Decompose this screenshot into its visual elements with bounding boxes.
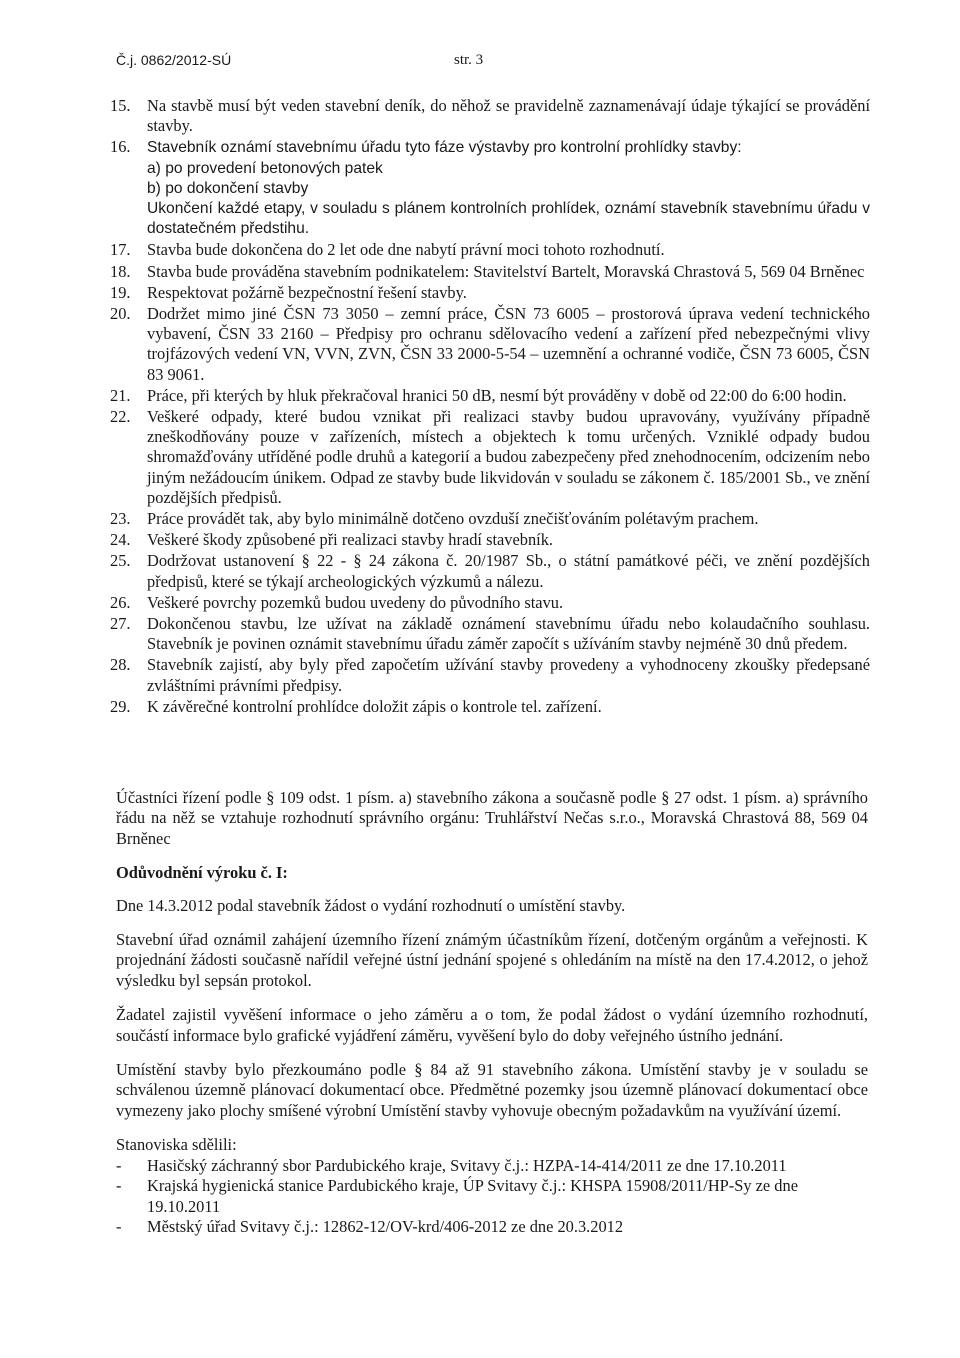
item-text: Stavba bude prováděna stavebním podnikatelem: Stavitelství Bartelt, Moravská Chrastová 5, 569 04 Brněnec [147, 261, 865, 281]
opinions-label: Stanoviska sdělili: [116, 1135, 237, 1155]
item-text: Stavebník oznámí stavebnímu úřadu tyto fáze výstavby pro kontrolní prohlídky stavby: [147, 139, 742, 157]
list-item [110, 551, 870, 591]
dash-marker: - [116, 1176, 122, 1196]
paragraph: Umístění stavby bylo přezkoumáno podle § 84 až 91 stavebního zákona. Umístění stavby je v souladu se schválenou územně plánovací dokumentací obce. Předmětné pozemky jsou územně plánovací dokumentací obce vymezeny jako plochy smíšené výrobní Umístění stavby vyhovuje obecným požadavkům na využívání území. [116, 1060, 868, 1120]
list-item [110, 304, 870, 385]
list-item [110, 137, 870, 239]
paragraph: Dne 14.3.2012 podal stavebník žádost o vydání rozhodnutí o umístění stavby. [116, 895, 626, 915]
opinion-text: Hasičský záchranný sbor Pardubického kraje, Svitavy č.j.: HZPA-14-414/2011 ze dne 17.10.2011 [147, 1155, 787, 1175]
item-number: 20. [110, 304, 131, 324]
item-text: K závěrečné kontrolní prohlídce doložit zápis o kontrole tel. zařízení. [147, 696, 602, 716]
list-item [110, 96, 870, 136]
item-number: 22. [110, 407, 131, 427]
item-text: Na stavbě musí být veden stavební deník, do něhož se pravidelně zaznamenávají údaje týkající se provádění stavby. [147, 96, 870, 136]
item-text: Práce, při kterých by hluk překračoval hranici 50 dB, nesmí být prováděny v době od 22:00 do 6:00 hodin. [147, 385, 847, 405]
item-text: Respektovat požárně bezpečnostní řešení stavby. [147, 282, 467, 302]
item-text: Veškeré odpady, které budou vznikat při realizaci stavby budou upravovány, využívány případně zneškodňovány pouze v zařízeních, místech a objektech k tomu určených. Vzniklé odpady budou shromažďovány utříděné podle druhů a kategorií a budou zabezpečeny před znehodnocením, odcizením nebo jiným nežádoucím únikem. Odpad ze stavby bude likvidován v souladu se zákonem č. 185/2001 Sb., ve znění pozdějších předpisů. [147, 407, 870, 507]
opinion-item [116, 1156, 868, 1176]
opinion-item [116, 1217, 868, 1237]
item-number: 27. [110, 614, 131, 634]
dash-marker: - [116, 1216, 122, 1236]
dash-marker: - [116, 1155, 122, 1175]
list-item [110, 614, 870, 654]
main-text [116, 788, 868, 1237]
page-number: str. 3 [454, 52, 484, 68]
item-text: Veškeré povrchy pozemků budou uvedeny do původního stavu. [147, 592, 564, 612]
item-number: 16. [110, 137, 131, 157]
sub-item: b) po dokončení stavby [147, 179, 309, 197]
paragraph: Stavební úřad oznámil zahájení územního řízení známým účastníkům řízení, dotčeným orgánům a veřejnosti. K projednání žádosti současně nařídil veřejné ústní jednání spojené s ohledáním na místě na den 17.4.2012, o jehož výsledku byl sepsán protokol. [116, 930, 868, 990]
list-item [110, 697, 870, 717]
item-number: 23. [110, 509, 131, 529]
item-text: Stavebník zajistí, aby byly před započetím užívání stavby provedeny a vyhodnoceny zkoušky předepsané zvláštními právními předpisy. [147, 655, 870, 695]
list-item [110, 407, 870, 508]
item-number: 25. [110, 551, 131, 571]
paragraph: Žadatel zajistil vyvěšení informace o jeho záměru a o tom, že podal žádost o vydání územního rozhodnutí, součástí informace bylo grafické vyjádření záměru, vyvěšení bylo do doby veřejného ústního jednání. [116, 1005, 868, 1045]
item-text: Dodržet mimo jiné ČSN 73 3050 – zemní práce, ČSN 73 6005 – prostorová úprava vedení technického vybavení, ČSN 33 2160 – Předpisy pro ochranu sdělovacího vedení a zařízení před nebezpečnými vlivy trojfázových vedení VN, VVN, ZVN, ČSN 33 2000-5-54 – uzemnění a ochranné vodiče, ČSN 73 6005, ČSN 83 9061. [147, 304, 870, 384]
item-number: 17. [110, 240, 131, 260]
list-item [110, 509, 870, 529]
item-number: 24. [110, 530, 131, 550]
list-item [110, 530, 870, 550]
item-number: 29. [110, 696, 131, 716]
item-number: 28. [110, 655, 131, 675]
item-number: 21. [110, 385, 131, 405]
section-heading: Odůvodnění výroku č. I: [116, 863, 288, 883]
list-item [110, 283, 870, 303]
item-text: Stavba bude dokončena do 2 let ode dne nabytí právní moci tohoto rozhodnutí. [147, 240, 665, 260]
opinion-item [116, 1176, 868, 1217]
list-item [110, 240, 870, 260]
sub-item: Ukončení každé etapy, v souladu s plánem kontrolních prohlídek, oznámí stavebník stavebnímu úřadu v dostatečném předstihu. [147, 200, 870, 238]
conditions-list [110, 96, 870, 718]
opinion-text: Krajská hygienická stanice Pardubického kraje, ÚP Svitavy č.j.: KHSPA 15908/2011/HP-Sy ze dne 19.10.2011 [147, 1176, 798, 1216]
list-item [110, 655, 870, 695]
reference-number: Č.j. 0862/2012-SÚ [116, 52, 232, 68]
participants-paragraph: Účastníci řízení podle § 109 odst. 1 písm. a) stavebního zákona a současně podle § 27 odst. 1 písm. a) správního řádu na něž se vztahuje rozhodnutí správního orgánu: Truhlářství Nečas s.r.o., Moravská Chrastová 88, 569 04 Brněnec [116, 788, 868, 848]
item-number: 19. [110, 282, 131, 302]
opinion-text: Městský úřad Svitavy č.j.: 12862-12/OV-krd/406-2012 ze dne 20.3.2012 [147, 1216, 624, 1236]
item-number: 26. [110, 592, 131, 612]
item-text: Dokončenou stavbu, lze užívat na základě oznámení stavebnímu úřadu nebo kolaudačního souhlasu. Stavebník je povinen oznámit stavebnímu úřadu záměr započít s užíváním stavby nejméně 30 dnů předem. [147, 614, 870, 654]
item-text: Dodržovat ustanovení § 22 - § 24 zákona č. 20/1987 Sb., o státní památkové péči, ve znění pozdějších předpisů, které se týkají archeologických výzkumů a nálezu. [147, 551, 870, 591]
item-number: 18. [110, 261, 131, 281]
list-item [110, 386, 870, 406]
item-number: 15. [110, 96, 131, 115]
list-item [110, 262, 870, 282]
sub-item: a) po provedení betonových patek [147, 159, 383, 177]
item-text: Veškeré škody způsobené při realizaci stavby hradí stavebník. [147, 530, 553, 550]
list-item [110, 593, 870, 613]
item-text: Práce provádět tak, aby bylo minimálně dotčeno ovzduší znečišťováním polétavým prachem. [147, 509, 759, 529]
